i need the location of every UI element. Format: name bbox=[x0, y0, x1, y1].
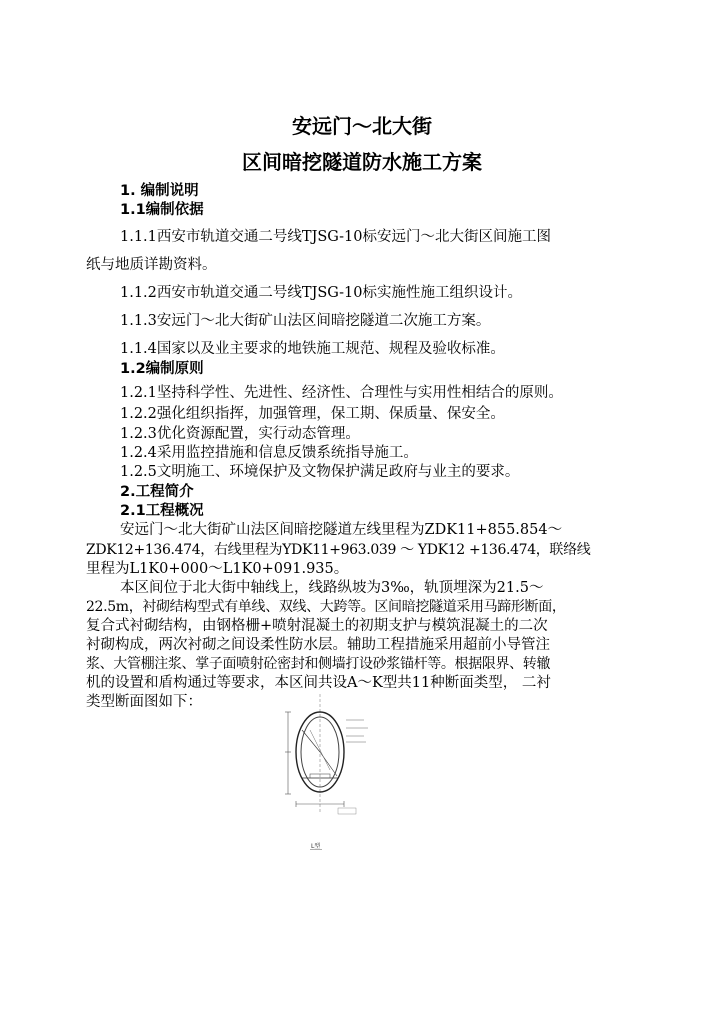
item-1-2-3: 1.2.3优化资源配置，实行动态管理。 bbox=[120, 426, 360, 442]
item-1-1-3: 1.1.3安远门～北大街矿山法区间暗挖隧道二次施工方案。 bbox=[120, 313, 491, 329]
item-1-2-2: 1.2.2强化组织指挥，加强管理，保工期、保质量、保安全。 bbox=[120, 406, 505, 422]
para-2-line-3: 复合式衬砌结构，由钢格栅+喷射混凝土的初期支护与模筑混凝土的二次 bbox=[86, 618, 548, 634]
item-1-1-4: 1.1.4国家以及业主要求的地铁施工规范、规程及验收标准。 bbox=[120, 341, 505, 357]
para-2-line-7: 类型断面图如下： bbox=[86, 694, 202, 710]
item-1-2-5: 1.2.5文明施工、环境保护及文物保护满足政府与业主的要求。 bbox=[120, 464, 520, 480]
para-1-line-1: 安远门～北大街矿山法区间暗挖隧道左线里程为ZDK11+855.854～ bbox=[120, 522, 563, 538]
tunnel-cross-section-figure bbox=[280, 690, 380, 850]
section-1-2-heading: 1.2编制原则 bbox=[120, 361, 204, 377]
item-1-1-1-line-2: 纸与地质详勘资料。 bbox=[86, 257, 217, 273]
section-1-heading: 1. 编制说明 bbox=[120, 183, 199, 199]
item-1-1-2: 1.1.2西安市轨道交通二号线TJSG-10标实施性施工组织设计。 bbox=[120, 285, 523, 301]
para-1-line-3: 里程为L1K0+000～L1K0+091.935。 bbox=[86, 561, 349, 577]
tunnel-cross-section-icon bbox=[280, 690, 380, 850]
para-2-line-5: 浆、大管棚注浆、掌子面喷射砼密封和侧墙打设砂浆锚杆等。根据限界、转辙 bbox=[86, 656, 551, 672]
para-1-line-2: ZDK12+136.474，右线里程为YDK11+963.039 ～ YDK12 +136.474，联络线 bbox=[86, 542, 591, 558]
item-1-2-1: 1.2.1坚持科学性、先进性、经济性、合理性与实用性相结合的原则。 bbox=[120, 385, 563, 401]
title-line-2: 区间暗挖隧道防水施工方案 bbox=[242, 150, 482, 174]
section-2-heading: 2.工程简介 bbox=[120, 484, 194, 500]
para-2-line-6: 机的设置和盾构通过等要求，本区间共设A～K型共11种断面类型， 二衬 bbox=[86, 675, 551, 691]
section-2-1-heading: 2.1工程概况 bbox=[120, 503, 204, 519]
para-2-line-4: 衬砌构成，两次衬砌之间设柔性防水层。辅助工程措施采用超前小导管注 bbox=[86, 637, 550, 653]
section-1-1-heading: 1.1编制依据 bbox=[120, 202, 204, 218]
title-line-1: 安远门～北大街 bbox=[292, 114, 432, 138]
figure-caption: L型 bbox=[311, 843, 321, 850]
para-2-line-1: 本区间位于北大街中轴线上，线路纵坡为3‰，轨顶埋深为21.5～ bbox=[120, 580, 544, 596]
para-2-line-2: 22.5m，衬砌结构型式有单线、双线、大跨等。区间暗挖隧道采用马蹄形断面， bbox=[86, 599, 566, 615]
item-1-2-4: 1.2.4采用监控措施和信息反馈系统指导施工。 bbox=[120, 445, 418, 461]
item-1-1-1-line-1: 1.1.1西安市轨道交通二号线TJSG-10标安远门～北大街区间施工图 bbox=[120, 229, 552, 245]
